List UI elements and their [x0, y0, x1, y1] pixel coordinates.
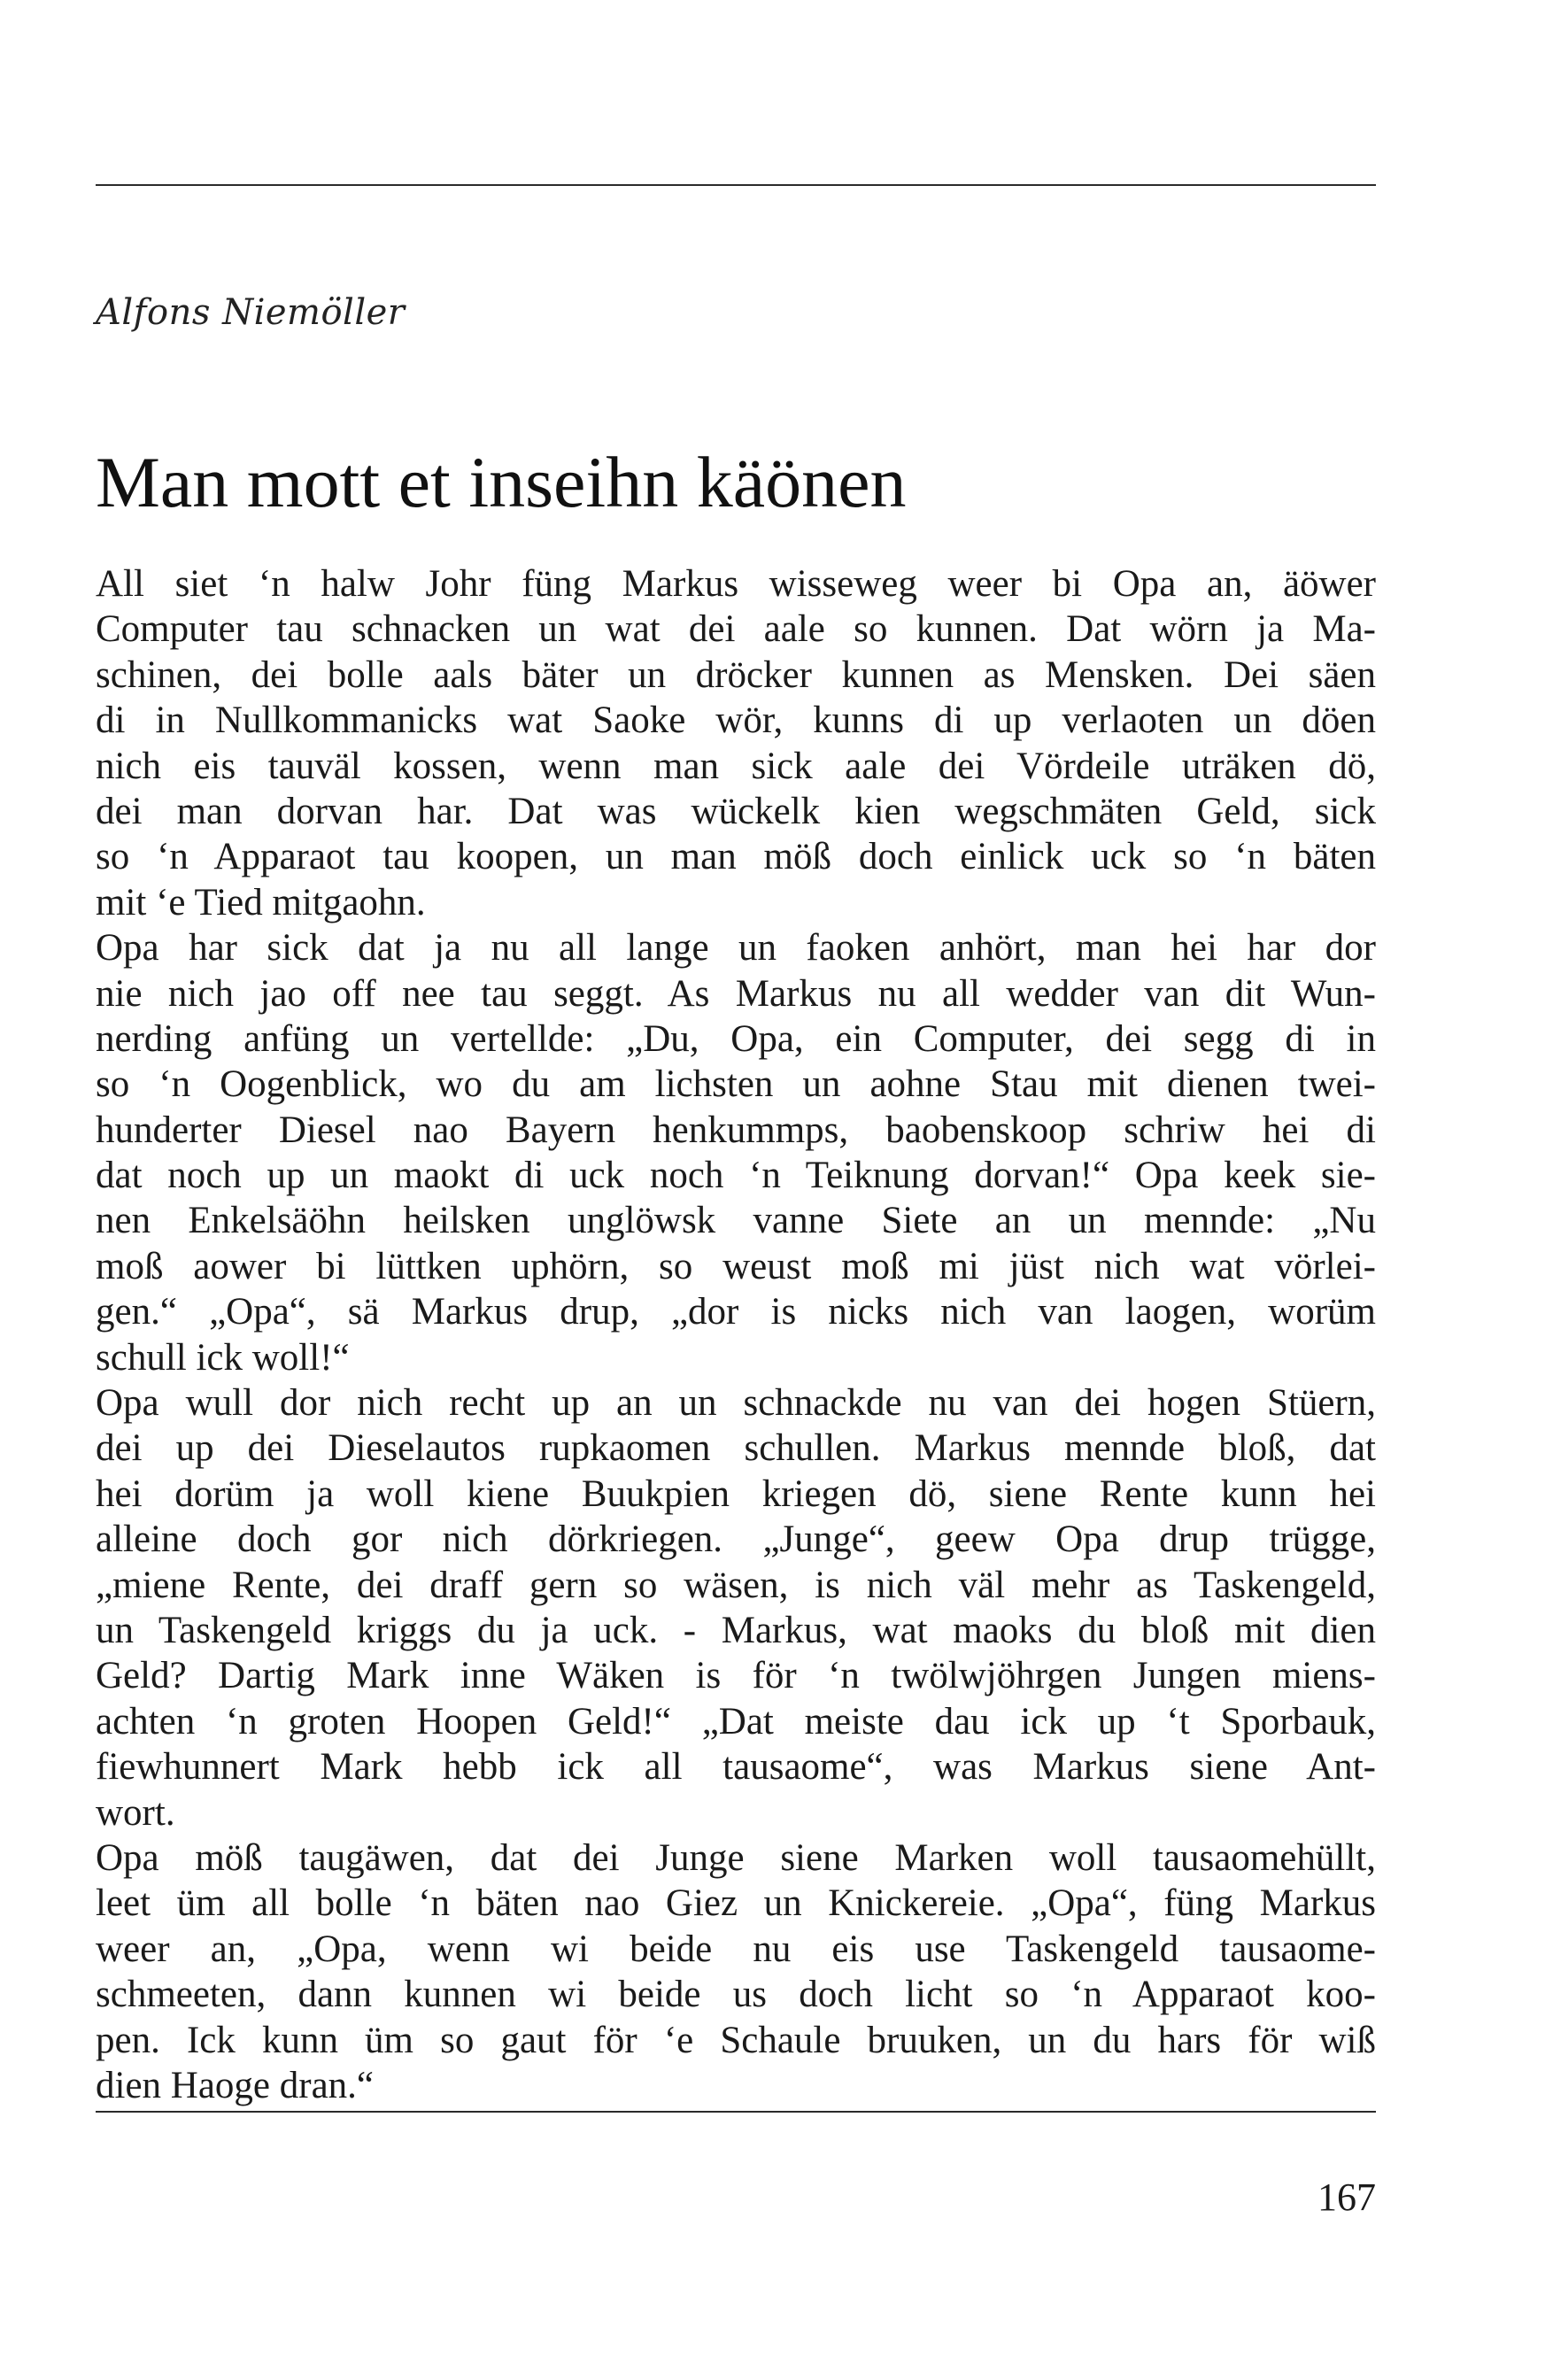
- text-line: wort.: [96, 1791, 175, 1834]
- text-line: schmeeten, dann kunnen wi beide us doch licht so ‘n Apparaot koo-: [96, 1974, 1376, 2016]
- top-rule: [96, 184, 1376, 186]
- story-body: [96, 561, 1376, 2108]
- text-line: schinen, dei bolle aals bäter un dröcker kunnen as Mensken. Dei säen: [96, 653, 1376, 696]
- text-line: dien Haoge dran.“: [96, 2064, 374, 2106]
- author-name: Alfons Niemöller: [96, 292, 406, 333]
- text-line: Geld? Dartig Mark inne Wäken is för ‘n twölwjöhrgen Jungen miens-: [96, 1655, 1376, 1697]
- text-line: so ‘n Oogenblick, wo du am lichsten un aohne Stau mit dienen twei-: [96, 1063, 1376, 1106]
- text-line: nerding anfüng un vertellde: „Du, Opa, ein Computer, dei segg di in: [96, 1017, 1376, 1060]
- text-line: fiewhunnert Mark hebb ick all tausaome“, was Markus siene Ant-: [96, 1746, 1376, 1789]
- text-line: hei dorüm ja woll kiene Buukpien kriegen dö, siene Rente kunn hei: [96, 1472, 1376, 1515]
- page-number: 167: [1317, 2175, 1376, 2219]
- text-line: nich eis tauväl kossen, wenn man sick aale dei Vördeile uträken dö,: [96, 745, 1376, 787]
- text-line: Opa wull dor nich recht up an un schnackde nu van dei hogen Stüern,: [96, 1382, 1376, 1425]
- text-line: so ‘n Apparaot tau koopen, un man möß doch einlick uck so ‘n bäten: [96, 836, 1376, 878]
- text-line: pen. Ick kunn üm so gaut för ‘e Schaule bruuken, un du hars för wiß: [96, 2019, 1376, 2061]
- text-line: „miene Rente, dei draff gern so wäsen, is nich väl mehr as Taskengeld,: [96, 1564, 1376, 1606]
- text-line: alleine doch gor nich dörkriegen. „Junge“, geew Opa drup trügge,: [96, 1518, 1376, 1561]
- text-line: hunderter Diesel nao Bayern henkummps, baobenskoop schriw hei di: [96, 1109, 1376, 1151]
- text-line: gen.“ „Opa“, sä Markus drup, „dor is nicks nich van laogen, worüm: [96, 1291, 1376, 1333]
- bottom-rule: [96, 2111, 1376, 2113]
- text-line: Computer tau schnacken un wat dei aale so kunnen. Dat wörn ja Ma-: [96, 608, 1376, 651]
- text-line: dei up dei Dieselautos rupkaomen schullen. Markus mennde bloß, dat: [96, 1427, 1376, 1470]
- text-line: moß aower bi lüttken uphörn, so weust moß mi jüst nich wat vörlei-: [96, 1245, 1376, 1287]
- text-line: un Taskengeld kriggs du ja uck. - Markus, wat maoks du bloß mit dien: [96, 1609, 1376, 1651]
- text-line: dat noch up un maokt di uck noch ‘n Teiknung dorvan!“ Opa keek sie-: [96, 1155, 1376, 1197]
- text-line: Opa har sick dat ja nu all lange un faoken anhört, man hei har dor: [96, 927, 1376, 970]
- text-line: achten ‘n groten Hoopen Geld!“ „Dat meiste dau ick up ‘t Sporbauk,: [96, 1700, 1376, 1742]
- text-line: leet üm all bolle ‘n bäten nao Giez un Knickereie. „Opa“, füng Markus: [96, 1882, 1376, 1925]
- text-line: All siet ‘n halw Johr füng Markus wisseweg weer bi Opa an, äöwer: [96, 563, 1376, 605]
- text-line: dei man dorvan har. Dat was wückelk kien wegschmäten Geld, sick: [96, 790, 1376, 832]
- text-line: Opa möß taugäwen, dat dei Junge siene Marken woll tausaomehüllt,: [96, 1836, 1376, 1879]
- text-line: weer an, „Opa, wenn wi beide nu eis use Taskengeld tausaome-: [96, 1928, 1376, 1970]
- text-line: schull ick woll!“: [96, 1336, 350, 1379]
- text-line: nen Enkelsäöhn heilsken unglöwsk vanne Siete an un mennde: „Nu: [96, 1200, 1376, 1242]
- story-title: Man mott et inseihn käönen: [96, 442, 907, 522]
- text-line: di in Nullkommanicks wat Saoke wör, kunns di up verlaoten un döen: [96, 699, 1376, 742]
- text-line: nie nich jao off nee tau seggt. As Markus nu all wedder van dit Wun-: [96, 972, 1376, 1015]
- text-line: mit ‘e Tied mitgaohn.: [96, 881, 426, 923]
